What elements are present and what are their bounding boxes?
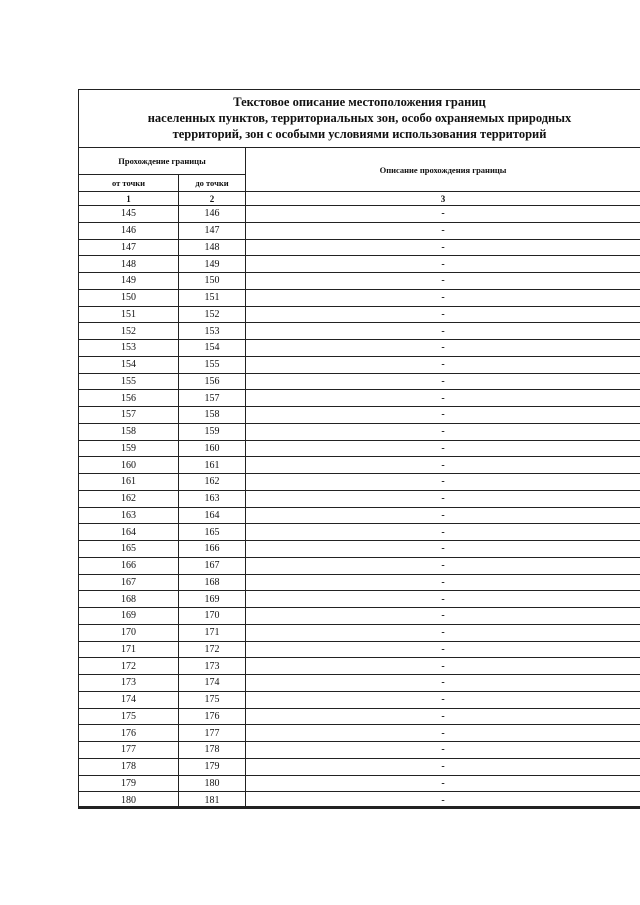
table-row — [79, 758, 640, 775]
from-point-cell: 150 — [79, 289, 179, 306]
table-row — [79, 474, 640, 491]
to-point-cell: 167 — [179, 557, 246, 574]
from-point-cell: 148 — [79, 256, 179, 273]
table-row — [79, 222, 640, 239]
from-point-cell: 169 — [79, 608, 179, 625]
description-cell: - — [246, 641, 640, 658]
table-row — [79, 306, 640, 323]
table-row — [79, 775, 640, 792]
title-line-3: территорий, зон с особыми условиями использования территорий — [172, 127, 547, 141]
description-cell: - — [246, 440, 640, 457]
from-point-cell: 161 — [79, 474, 179, 491]
boundary-description-document — [78, 89, 640, 809]
table-row — [79, 289, 640, 306]
from-point-cell: 167 — [79, 574, 179, 591]
from-point-cell: 152 — [79, 323, 179, 340]
header-description: Описание прохождения границы — [246, 148, 640, 192]
to-point-cell: 151 — [179, 289, 246, 306]
to-point-cell: 146 — [179, 206, 246, 223]
from-point-cell: 164 — [79, 524, 179, 541]
to-point-cell: 179 — [179, 758, 246, 775]
from-point-cell: 160 — [79, 457, 179, 474]
description-cell: - — [246, 557, 640, 574]
description-cell: - — [246, 507, 640, 524]
to-point-cell: 147 — [179, 222, 246, 239]
to-point-cell: 152 — [179, 306, 246, 323]
description-cell: - — [246, 256, 640, 273]
column-number-3: 3 — [246, 192, 640, 206]
description-cell: - — [246, 675, 640, 692]
description-cell: - — [246, 273, 640, 290]
table-row — [79, 256, 640, 273]
from-point-cell: 174 — [79, 691, 179, 708]
to-point-cell: 156 — [179, 373, 246, 390]
to-point-cell: 162 — [179, 474, 246, 491]
to-point-cell: 175 — [179, 691, 246, 708]
table-row — [79, 557, 640, 574]
description-cell: - — [246, 390, 640, 407]
from-point-cell: 145 — [79, 206, 179, 223]
to-point-cell: 154 — [179, 340, 246, 357]
description-cell: - — [246, 758, 640, 775]
to-point-cell: 160 — [179, 440, 246, 457]
table-row — [79, 323, 640, 340]
description-cell: - — [246, 624, 640, 641]
table-body — [79, 206, 640, 809]
from-point-cell: 173 — [79, 675, 179, 692]
description-cell: - — [246, 340, 640, 357]
description-cell: - — [246, 373, 640, 390]
to-point-cell: 150 — [179, 273, 246, 290]
table-row — [79, 440, 640, 457]
table-row — [79, 239, 640, 256]
table-row — [79, 742, 640, 759]
from-point-cell: 176 — [79, 725, 179, 742]
to-point-cell: 163 — [179, 490, 246, 507]
to-point-cell: 155 — [179, 356, 246, 373]
table-row — [79, 507, 640, 524]
description-cell: - — [246, 775, 640, 792]
description-cell: - — [246, 490, 640, 507]
from-point-cell: 168 — [79, 591, 179, 608]
description-cell: - — [246, 407, 640, 424]
to-point-cell: 153 — [179, 323, 246, 340]
description-cell: - — [246, 691, 640, 708]
header-passage: Прохождение границы — [79, 148, 246, 175]
from-point-cell: 149 — [79, 273, 179, 290]
from-point-cell: 179 — [79, 775, 179, 792]
description-cell: - — [246, 742, 640, 759]
to-point-cell: 170 — [179, 608, 246, 625]
from-point-cell: 170 — [79, 624, 179, 641]
to-point-cell: 180 — [179, 775, 246, 792]
table-row — [79, 490, 640, 507]
to-point-cell: 171 — [179, 624, 246, 641]
from-point-cell: 172 — [79, 658, 179, 675]
description-cell: - — [246, 591, 640, 608]
from-point-cell: 151 — [79, 306, 179, 323]
table-row — [79, 356, 640, 373]
from-point-cell: 163 — [79, 507, 179, 524]
from-point-cell: 154 — [79, 356, 179, 373]
to-point-cell: 176 — [179, 708, 246, 725]
description-cell: - — [246, 239, 640, 256]
description-cell: - — [246, 306, 640, 323]
column-number-1: 1 — [79, 192, 179, 206]
table-row — [79, 725, 640, 742]
boundary-table — [78, 89, 640, 809]
description-cell: - — [246, 658, 640, 675]
from-point-cell: 178 — [79, 758, 179, 775]
table-row — [79, 675, 640, 692]
description-cell: - — [246, 574, 640, 591]
table-row — [79, 206, 640, 223]
table-row — [79, 708, 640, 725]
description-cell: - — [246, 474, 640, 491]
description-cell: - — [246, 206, 640, 223]
document-title — [79, 90, 640, 148]
description-cell: - — [246, 708, 640, 725]
to-point-cell: 178 — [179, 742, 246, 759]
description-cell: - — [246, 457, 640, 474]
table-row — [79, 608, 640, 625]
description-cell: - — [246, 725, 640, 742]
to-point-cell: 166 — [179, 541, 246, 558]
to-point-cell: 164 — [179, 507, 246, 524]
from-point-cell: 177 — [79, 742, 179, 759]
table-row — [79, 524, 640, 541]
from-point-cell: 156 — [79, 390, 179, 407]
table-row — [79, 691, 640, 708]
header-to-point: до точки — [179, 175, 246, 192]
table-row — [79, 624, 640, 641]
to-point-cell: 161 — [179, 457, 246, 474]
description-cell: - — [246, 608, 640, 625]
table-row — [79, 457, 640, 474]
table-row — [79, 574, 640, 591]
to-point-cell: 177 — [179, 725, 246, 742]
table-row — [79, 407, 640, 424]
description-cell: - — [246, 524, 640, 541]
table-row — [79, 541, 640, 558]
description-cell: - — [246, 792, 640, 809]
to-point-cell: 168 — [179, 574, 246, 591]
to-point-cell: 159 — [179, 423, 246, 440]
description-cell: - — [246, 222, 640, 239]
from-point-cell: 175 — [79, 708, 179, 725]
to-point-cell: 149 — [179, 256, 246, 273]
from-point-cell: 162 — [79, 490, 179, 507]
from-point-cell: 155 — [79, 373, 179, 390]
description-cell: - — [246, 423, 640, 440]
to-point-cell: 157 — [179, 390, 246, 407]
table-row — [79, 340, 640, 357]
header-from-point: от точки — [79, 175, 179, 192]
from-point-cell: 165 — [79, 541, 179, 558]
to-point-cell: 173 — [179, 658, 246, 675]
column-number-2: 2 — [179, 192, 246, 206]
description-cell: - — [246, 289, 640, 306]
to-point-cell: 169 — [179, 591, 246, 608]
table-row — [79, 423, 640, 440]
from-point-cell: 157 — [79, 407, 179, 424]
from-point-cell: 166 — [79, 557, 179, 574]
from-point-cell: 147 — [79, 239, 179, 256]
from-point-cell: 159 — [79, 440, 179, 457]
to-point-cell: 158 — [179, 407, 246, 424]
table-row — [79, 641, 640, 658]
title-line-2: населенных пунктов, территориальных зон, особо охраняемых природных — [147, 111, 572, 125]
to-point-cell: 165 — [179, 524, 246, 541]
from-point-cell: 153 — [79, 340, 179, 357]
from-point-cell: 146 — [79, 222, 179, 239]
table-row — [79, 273, 640, 290]
table-row — [79, 390, 640, 407]
title-line-1: Текстовое описание местоположения границ — [233, 95, 486, 109]
to-point-cell: 174 — [179, 675, 246, 692]
bottom-rule — [78, 806, 640, 808]
description-cell: - — [246, 356, 640, 373]
from-point-cell: 171 — [79, 641, 179, 658]
to-point-cell: 172 — [179, 641, 246, 658]
description-cell: - — [246, 541, 640, 558]
table-row — [79, 591, 640, 608]
from-point-cell: 180 — [79, 792, 179, 809]
to-point-cell: 181 — [179, 792, 246, 809]
from-point-cell: 158 — [79, 423, 179, 440]
table-row — [79, 373, 640, 390]
table-row — [79, 658, 640, 675]
to-point-cell: 148 — [179, 239, 246, 256]
description-cell: - — [246, 323, 640, 340]
